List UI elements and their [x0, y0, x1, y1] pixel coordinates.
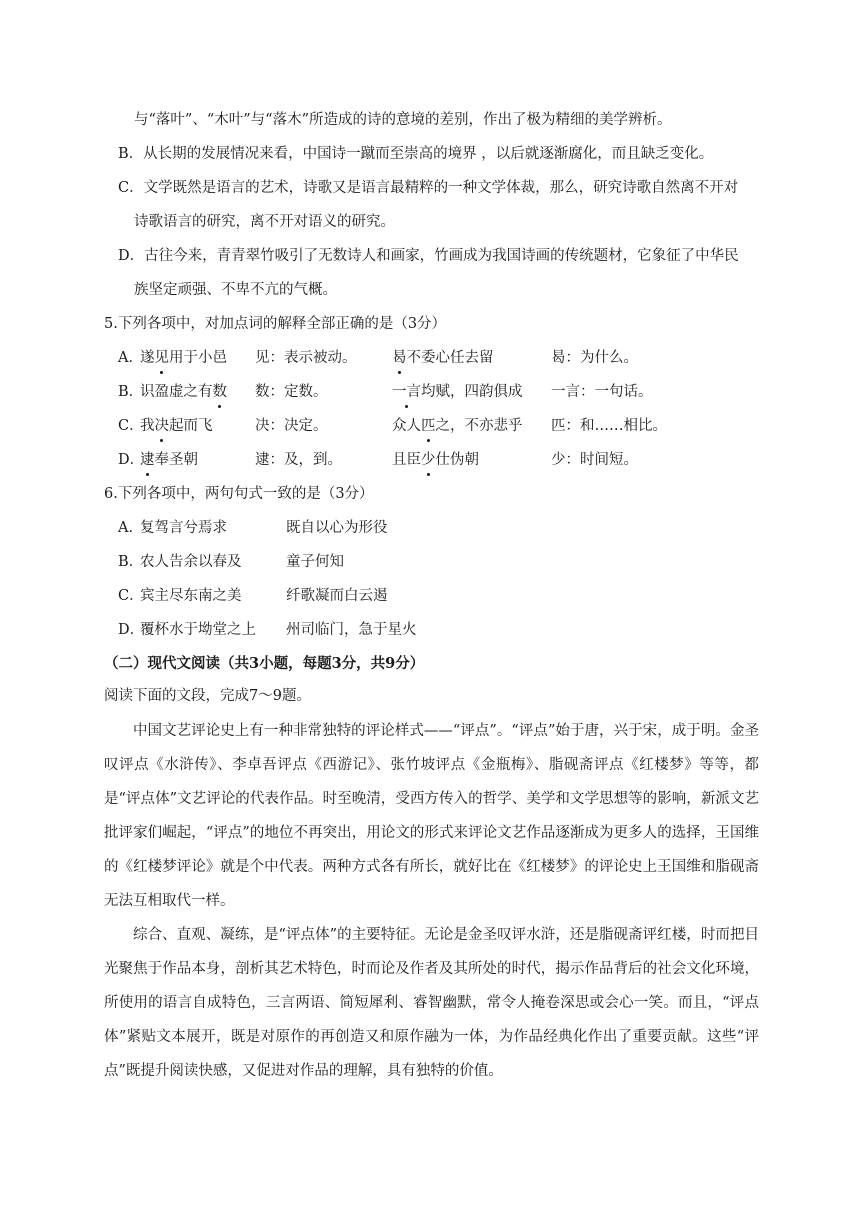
q6-sentence-2: 童子何知: [286, 554, 344, 570]
reading-paragraph-1: 中国文艺评论史上有一种非常独特的评论样式——“评点”。“评点”始于唐，兴于宋，成于明。金圣叹评点《水浒传》、李卓吾评点《西游记》、张竹坡评点《金瓶梅》、脂砚斋评点《红楼梦》等等，都是“评点体”文艺评论的代表作品。时至晚清，受西方传入的哲学、美学和文学思想等的影响，新派文艺批评家们崛起，“评点”的地位不再突出，用论文的形式来评论文艺作品逐渐成为更多人的选择，王国维的《红楼梦评论》就是个中代表。两种方式各有所长，就好比在《红楼梦》的评论史上王国维和脂砚斋无法互相取代一样。: [104, 723, 759, 909]
q5-option-label: D．: [118, 452, 145, 468]
q5-option-label: A．: [118, 350, 143, 366]
dotted-word: 匹: [421, 418, 436, 434]
q4-option-d-line1: D．古往今来，青青翠竹吸引了无数诗人和画家，竹画成为我国诗画的传统题材，它象征了中华民: [118, 248, 739, 264]
q4-option-a-continuation: 与“落叶”、“木叶”与“落木”所造成的诗的意境的差别，作出了极为精细的美学辨析。: [134, 112, 672, 128]
q5-sentence-2: 众人匹之，不亦悲乎: [392, 418, 523, 434]
dotted-word: 曷: [392, 350, 407, 366]
reading-instruction: 阅读下面的文段，完成7～9题。: [104, 688, 311, 704]
q5-sentence-2: 一言均赋，四韵俱成: [392, 384, 523, 400]
q5-explanation-1: 数：定数。: [255, 384, 328, 400]
reading-paragraph-2: 综合、直观、凝练，是“评点体”的主要特征。无论是金圣叹评水浒，还是脂砚斋评红楼，时而把目光聚焦于作品本身，剖析其艺术特色，时而论及作者及其所处的时代，揭示作品背后的社会文化环境，所使用的语言自成特色，三言两语、简短犀利、睿智幽默，常令人掩卷深思或会心一笑。而且，“评点体”紧贴文本展开，既是对原作的再创造又和原作融为一体，为作品经典化作出了重要贡献。这些“评点”既提升阅读快感，又促进对作品的理解，具有独特的价值。: [104, 927, 759, 1079]
q6-option-label: B．: [118, 554, 144, 570]
q5-sentence-1: 我决起而飞: [140, 418, 213, 434]
q5-explanation-2: 匹：和……相比。: [551, 418, 667, 434]
q6-sentence-2: 纤歌凝而白云遏: [286, 588, 388, 604]
q5-explanation-2: 少：时间短。: [551, 452, 638, 468]
q4-option-c-line1: C．文学既然是语言的艺术，诗歌又是语言最精粹的一种文学体裁，那么，研究诗歌自然离不开对: [118, 180, 739, 196]
dotted-word: 决: [154, 418, 169, 434]
q6-sentence-1: 复驾言兮焉求: [140, 520, 227, 536]
q5-sentence-1: 遂见用于小邑: [140, 350, 227, 366]
q5-option-label: C．: [118, 418, 144, 434]
q6-sentence-1: 农人告余以春及: [140, 554, 242, 570]
q6-option-label: C．: [118, 588, 144, 604]
q5-option-label: B．: [118, 384, 144, 400]
q6-stem: 6.下列各项中，两句句式一致的是（3分）: [104, 486, 374, 502]
q5-sentence-2: 且臣少仕伪朝: [392, 452, 479, 468]
q5-sentence-1: 识盈虚之有数: [140, 384, 227, 400]
q6-sentence-2: 州司临门，急于星火: [286, 622, 417, 638]
q4-option-b: B．从长期的发展情况来看，中国诗一蹴而至崇高的境界 ，以后就逐渐腐化，而且缺乏变化。: [118, 146, 714, 162]
q5-explanation-2: 曷：为什么。: [551, 350, 638, 366]
dotted-word: 一言: [392, 384, 421, 400]
q6-sentence-2: 既自以心为形役: [286, 520, 388, 536]
q5-explanation-1: 逮：及，到。: [255, 452, 342, 468]
q6-sentence-1: 宾主尽东南之美: [140, 588, 242, 604]
q6-option-label: D．: [118, 622, 145, 638]
q5-sentence-2: 曷不委心任去留: [392, 350, 494, 366]
q5-sentence-1: 逮奉圣朝: [140, 452, 198, 468]
q6-sentence-1: 覆杯水于坳堂之上: [140, 622, 256, 638]
q4-option-d-line2: 族坚定顽强、不卑不亢的气概。: [134, 282, 337, 298]
q5-explanation-2: 一言：一句话。: [551, 384, 653, 400]
dotted-word: 逮: [140, 452, 155, 468]
section-heading: （二）现代文阅读（共3小题，每题3分，共9分）: [104, 655, 425, 672]
q4-option-c-line2: 诗歌语言的研究，离不开对语义的研究。: [134, 214, 395, 230]
dotted-word: 少: [421, 452, 436, 468]
q6-option-label: A．: [118, 520, 143, 536]
dotted-word: 见: [154, 350, 169, 366]
q5-explanation-1: 决：决定。: [255, 418, 328, 434]
dotted-word: 数: [212, 384, 227, 400]
q5-stem: 5.下列各项中，对加点词的解释全部正确的是（3分）: [104, 316, 447, 332]
q5-explanation-1: 见：表示被动。: [255, 350, 357, 366]
